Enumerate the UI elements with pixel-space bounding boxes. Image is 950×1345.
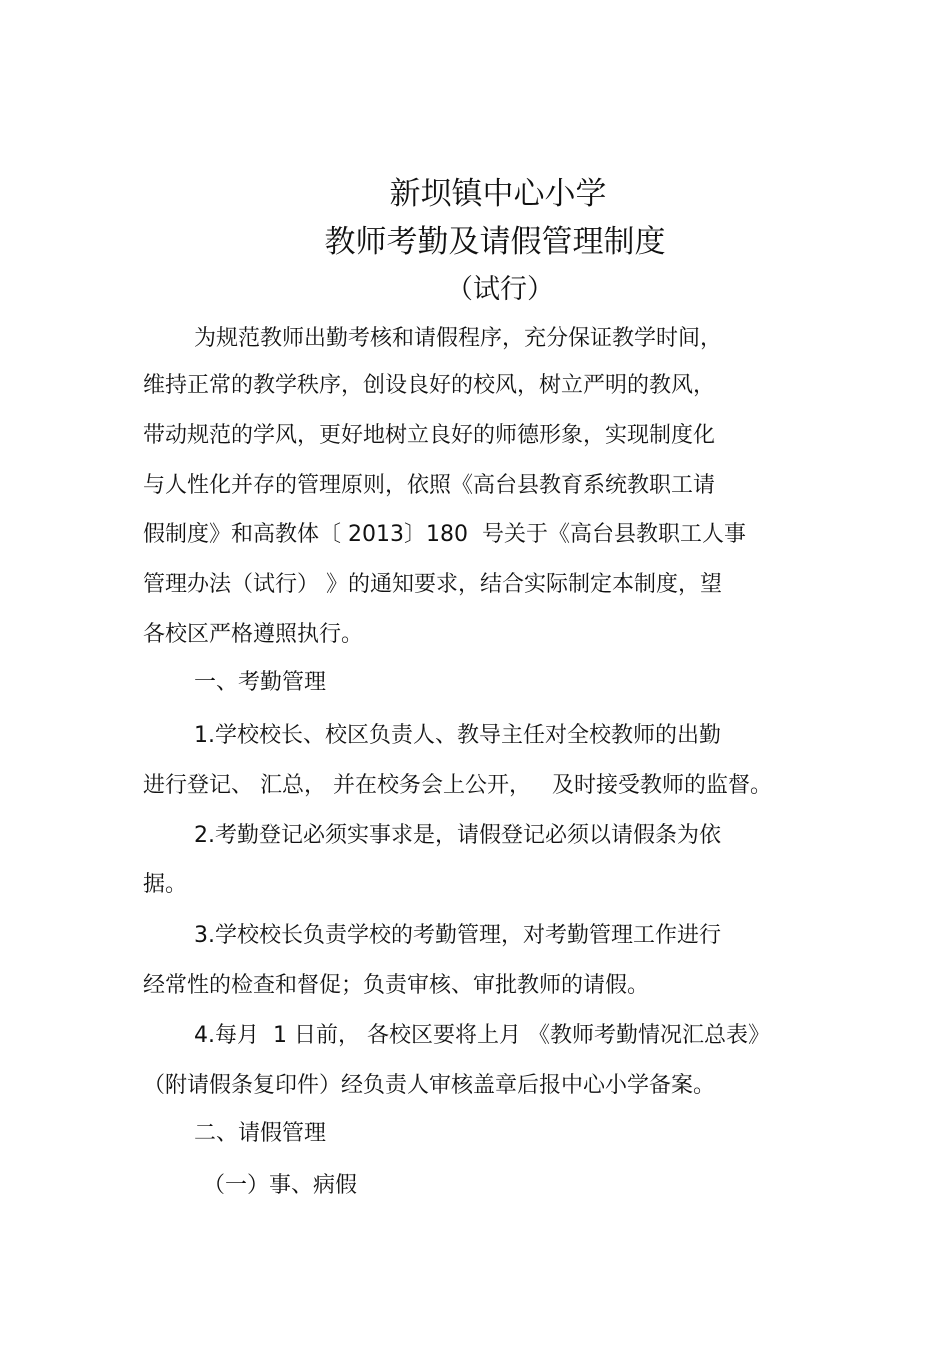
document-title-note: （试行）	[446, 274, 554, 305]
list-item-line: 据。	[143, 872, 188, 897]
section-heading-attendance: 一、考勤管理	[194, 670, 327, 695]
list-item-line: 4.每月 1 日前， 各校区要将上月 《教师考勤情况汇总表》	[194, 1023, 770, 1048]
paragraph-line: 带动规范的学风，更好地树立良好的师德形象，实现制度化	[143, 423, 716, 448]
subsection-heading-sick-leave: （一）事、病假	[203, 1173, 358, 1198]
list-item-line: 进行登记、 汇总， 并在校务会上公开， 及时接受教师的监督。	[143, 773, 772, 798]
list-item-line: 2.考勤登记必须实事求是，请假登记必须以请假条为依	[194, 823, 721, 848]
paragraph-line: 假制度》和高教体〔 2013〕180 号关于《高台县教职工人事	[143, 522, 746, 547]
paragraph-line: 维持正常的教学秩序，创设良好的校风，树立严明的教风，	[143, 373, 716, 398]
list-item-line: （附请假条复印件）经负责人审核盖章后报中心小学备案。	[143, 1073, 716, 1098]
list-item-line: 3.学校校长负责学校的考勤管理，对考勤管理工作进行	[194, 923, 721, 948]
list-item-line: 1.学校校长、校区负责人、教导主任对全校教师的出勤	[194, 723, 721, 748]
list-item-line: 经常性的检查和督促；负责审核、审批教师的请假。	[143, 973, 650, 998]
paragraph-line: 各校区严格遵照执行。	[143, 622, 364, 647]
section-heading-leave: 二、请假管理	[194, 1121, 327, 1146]
paragraph-line: 管理办法（试行） 》的通知要求，结合实际制定本制度，望	[143, 572, 722, 597]
document-title-school: 新坝镇中心小学	[389, 176, 607, 212]
paragraph-line: 为规范教师出勤考核和请假程序，充分保证教学时间，	[194, 326, 723, 351]
document-title-main: 教师考勤及请假管理制度	[324, 224, 666, 260]
paragraph-line: 与人性化并存的管理原则，依照《高台县教育系统教职工请	[143, 473, 716, 498]
